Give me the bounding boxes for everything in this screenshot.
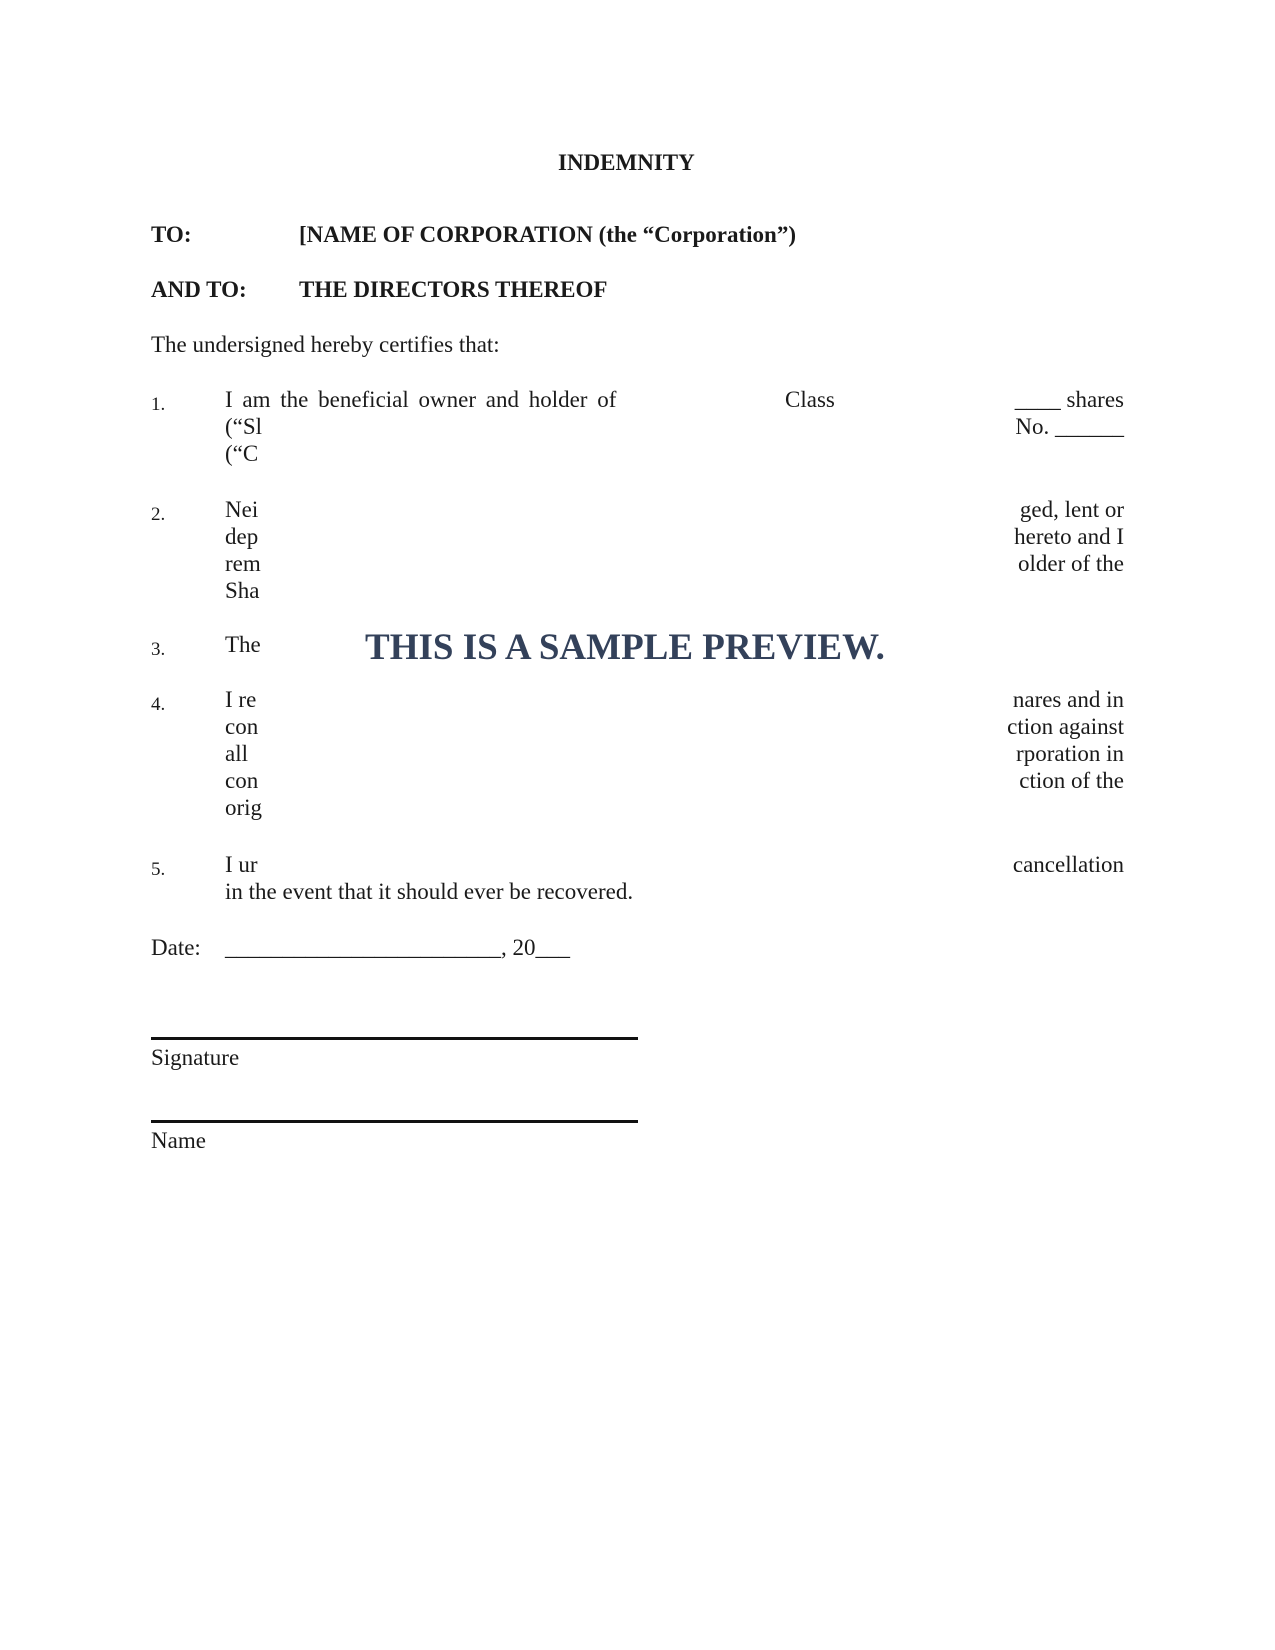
item-number: 4. (151, 694, 166, 715)
item-line: orig (225, 795, 263, 820)
and-to-value: THE DIRECTORS THEREOF (299, 277, 608, 302)
signature-line (151, 1037, 638, 1040)
signature-label: Signature (151, 1045, 240, 1070)
item-line: ction of the (1019, 768, 1124, 793)
item-line: con (225, 768, 259, 793)
to-value: [NAME OF CORPORATION (the “Corporation”) (299, 222, 797, 247)
item-line: I re (225, 687, 257, 712)
item-line: ged, lent or (1019, 497, 1124, 522)
item-line: I ur (225, 852, 258, 877)
item-line: I am the beneficial owner and holder of (225, 387, 617, 412)
date-blank: ________________________, 20___ (225, 935, 570, 960)
item-line: ction against (1007, 714, 1124, 739)
item-line: nares and in (1012, 687, 1124, 712)
item-line: rporation in (1016, 741, 1124, 766)
item-number: 3. (151, 639, 166, 660)
item-line: older of the (1017, 551, 1124, 576)
item-line: dep (225, 524, 259, 549)
item-line: (“C (225, 441, 259, 466)
item-line: con (225, 714, 259, 739)
item-number: 1. (151, 394, 166, 415)
item-line: hereto and I (1014, 524, 1124, 549)
intro-text: The undersigned hereby certifies that: (151, 332, 500, 357)
document-title: INDEMNITY (558, 150, 695, 175)
date-label: Date: (151, 935, 201, 960)
item-number: 2. (151, 504, 166, 525)
item-number: 5. (151, 859, 166, 880)
to-label: TO: (151, 222, 192, 247)
item-line: all (225, 741, 248, 766)
sample-preview-watermark: THIS IS A SAMPLE PREVIEW. (365, 627, 885, 668)
item-line: in the event that it should ever be recovered. (225, 879, 634, 904)
item-line: Nei (225, 497, 259, 522)
item-line: Sha (225, 578, 260, 603)
name-label: Name (151, 1128, 206, 1153)
item-line: rem (225, 551, 261, 576)
item-line: The (225, 632, 261, 657)
item-line: cancellation (1012, 852, 1124, 877)
item-line: No. ______ (1015, 414, 1124, 439)
item-line: (“Sl (225, 414, 263, 439)
item-line: Class (785, 387, 835, 412)
item-line: ____ shares (1014, 387, 1124, 412)
and-to-label: AND TO: (151, 277, 247, 302)
name-line (151, 1120, 638, 1123)
